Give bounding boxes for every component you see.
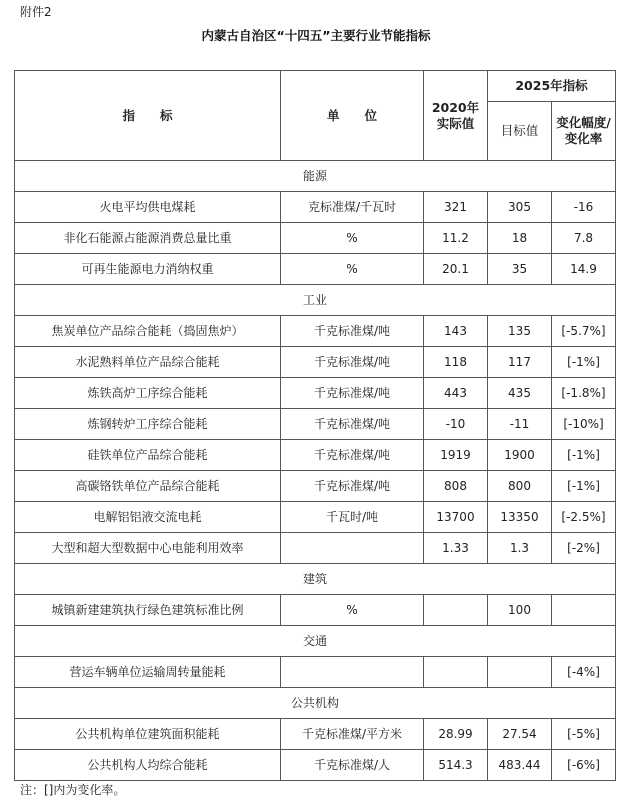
target-2025-group-header: 2025年指标: [488, 71, 616, 102]
actual-2020-cell: [424, 657, 488, 688]
table-row: [15, 719, 616, 750]
actual-2020-header: 2020年实际值: [424, 71, 488, 161]
unit-cell: 千克标准煤/吨: [281, 471, 424, 502]
actual-2020-cell: 514.3: [424, 750, 488, 781]
section-label: 工业: [15, 285, 616, 316]
indicator-cell: 炼铁高炉工序综合能耗: [15, 378, 281, 409]
section-row: [15, 161, 616, 192]
change-cell: [-10%]: [552, 409, 616, 440]
actual-2020-cell: 1919: [424, 440, 488, 471]
indicator-cell: 公共机构单位建筑面积能耗: [15, 719, 281, 750]
change-cell: [-4%]: [552, 657, 616, 688]
actual-2020-cell: 11.2: [424, 223, 488, 254]
actual-2020-cell: 13700: [424, 502, 488, 533]
table-row: [15, 378, 616, 409]
table-row: [15, 440, 616, 471]
actual-2020-cell: 118: [424, 347, 488, 378]
unit-cell: %: [281, 254, 424, 285]
unit-cell: 千克标准煤/吨: [281, 409, 424, 440]
actual-2020-cell: 321: [424, 192, 488, 223]
actual-2020-cell: 808: [424, 471, 488, 502]
table-row: [15, 409, 616, 440]
indicator-cell: 可再生能源电力消纳权重: [15, 254, 281, 285]
unit-cell: 千瓦时/吨: [281, 502, 424, 533]
actual-2020-cell: 20.1: [424, 254, 488, 285]
target-2025-cell: 135: [488, 316, 552, 347]
unit-cell: 千克标准煤/吨: [281, 378, 424, 409]
indicator-cell: 公共机构人均综合能耗: [15, 750, 281, 781]
target-2025-cell: 800: [488, 471, 552, 502]
indicator-cell: 高碳铬铁单位产品综合能耗: [15, 471, 281, 502]
table-row: [15, 254, 616, 285]
target-2025-cell: 27.54: [488, 719, 552, 750]
table-row: [15, 533, 616, 564]
section-label: 公共机构: [15, 688, 616, 719]
target-value-header: 目标值: [488, 102, 552, 161]
table-row: [15, 657, 616, 688]
indicator-cell: 水泥熟料单位产品综合能耗: [15, 347, 281, 378]
change-cell: [-1%]: [552, 440, 616, 471]
change-cell: [-1%]: [552, 471, 616, 502]
table-row: [15, 595, 616, 626]
table-body: [15, 161, 616, 781]
unit-cell: 千克标准煤/吨: [281, 316, 424, 347]
target-2025-cell: 117: [488, 347, 552, 378]
indicator-cell: 非化石能源占能源消费总量比重: [15, 223, 281, 254]
indicator-cell: 大型和超大型数据中心电能利用效率: [15, 533, 281, 564]
table-row: [15, 502, 616, 533]
unit-cell: %: [281, 223, 424, 254]
actual-2020-cell: [424, 595, 488, 626]
change-cell: -16: [552, 192, 616, 223]
indicator-cell: 炼钢转炉工序综合能耗: [15, 409, 281, 440]
table-row: [15, 347, 616, 378]
unit-cell: [281, 533, 424, 564]
section-row: [15, 626, 616, 657]
unit-cell: 千克标准煤/人: [281, 750, 424, 781]
actual-2020-cell: -10: [424, 409, 488, 440]
unit-cell: %: [281, 595, 424, 626]
change-cell: 14.9: [552, 254, 616, 285]
indicator-cell: 火电平均供电煤耗: [15, 192, 281, 223]
section-row: [15, 564, 616, 595]
attachment-label: 附件2: [20, 5, 52, 19]
unit-cell: 千克标准煤/吨: [281, 347, 424, 378]
footnote: 注：[]内为变化率。: [20, 783, 126, 797]
change-cell: [-5%]: [552, 719, 616, 750]
section-row: [15, 688, 616, 719]
unit-cell: [281, 657, 424, 688]
target-2025-cell: 305: [488, 192, 552, 223]
indicator-header: 指 标: [15, 71, 281, 161]
unit-cell: 克标准煤/千瓦时: [281, 192, 424, 223]
target-2025-cell: 100: [488, 595, 552, 626]
change-cell: [-1.8%]: [552, 378, 616, 409]
table-row: [15, 316, 616, 347]
actual-2020-cell: 443: [424, 378, 488, 409]
actual-2020-cell: 1.33: [424, 533, 488, 564]
document-title: 内蒙古自治区“十四五”主要行业节能指标: [201, 28, 431, 43]
indicator-cell: 营运车辆单位运输周转量能耗: [15, 657, 281, 688]
section-label: 交通: [15, 626, 616, 657]
change-cell: [552, 595, 616, 626]
section-label: 能源: [15, 161, 616, 192]
unit-cell: 千克标准煤/吨: [281, 440, 424, 471]
section-label: 建筑: [15, 564, 616, 595]
target-2025-cell: 35: [488, 254, 552, 285]
table-row: [15, 223, 616, 254]
target-2025-cell: 1900: [488, 440, 552, 471]
target-2025-cell: 13350: [488, 502, 552, 533]
change-cell: [-1%]: [552, 347, 616, 378]
target-2025-cell: 483.44: [488, 750, 552, 781]
indicator-cell: 焦炭单位产品综合能耗（捣固焦炉）: [15, 316, 281, 347]
unit-cell: 千克标准煤/平方米: [281, 719, 424, 750]
table-row: [15, 750, 616, 781]
change-cell: [-2%]: [552, 533, 616, 564]
change-cell: [-6%]: [552, 750, 616, 781]
change-cell: 7.8: [552, 223, 616, 254]
actual-2020-cell: 143: [424, 316, 488, 347]
change-cell: [-2.5%]: [552, 502, 616, 533]
actual-2020-cell: 28.99: [424, 719, 488, 750]
table-row: [15, 471, 616, 502]
energy-indicator-table: [14, 70, 616, 781]
table-row: [15, 192, 616, 223]
section-row: [15, 285, 616, 316]
target-2025-cell: 435: [488, 378, 552, 409]
target-2025-cell: -11: [488, 409, 552, 440]
change-cell: [-5.7%]: [552, 316, 616, 347]
target-2025-cell: [488, 657, 552, 688]
indicator-cell: 电解铝铝液交流电耗: [15, 502, 281, 533]
indicator-cell: 硅铁单位产品综合能耗: [15, 440, 281, 471]
target-2025-cell: 18: [488, 223, 552, 254]
unit-header: 单 位: [281, 71, 424, 161]
target-2025-cell: 1.3: [488, 533, 552, 564]
indicator-cell: 城镇新建建筑执行绿色建筑标准比例: [15, 595, 281, 626]
change-header: 变化幅度/变化率: [552, 102, 616, 161]
